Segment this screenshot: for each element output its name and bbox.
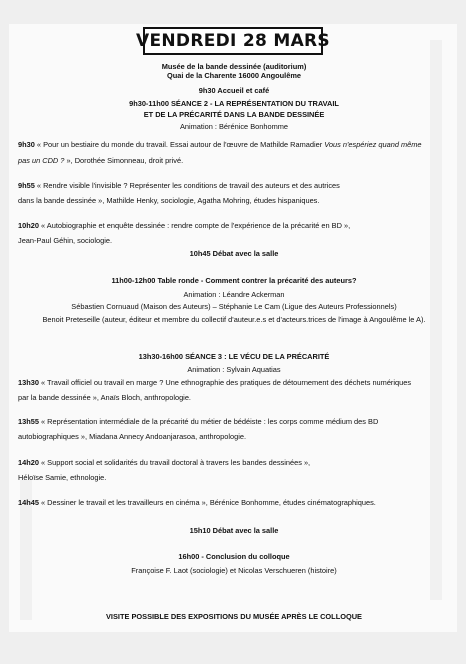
talk-text: « Pour un bestiaire du monde du travail. Essai autour de l'œuvre de Mathilde Ramadier	[34, 140, 325, 149]
talk-1445	[18, 498, 450, 509]
conclusion	[18, 552, 450, 576]
talk-line: par la bande dessinée », Anaïs Bloch, anthropologie.	[18, 392, 191, 402]
talk-1420	[18, 458, 450, 483]
conclusion-title: 16h00 - Conclusion du colloque	[178, 552, 290, 561]
debate-text: 15h10 Débat avec la salle	[189, 526, 279, 535]
session-2-animation: Animation : Bérénice Bonhomme	[179, 122, 289, 132]
talk-time: 14h45	[18, 498, 39, 507]
debate-1510	[18, 526, 450, 537]
talk-time: 14h20	[18, 458, 39, 467]
talk-text: « Travail officiel ou travail en marge ? Une ethnographie des pratiques de détournement des déchets numériques	[38, 378, 412, 387]
talk-text: « Représentation intermédiale de la précarité du métier de bédéiste : les corps comme médium des BD	[38, 417, 379, 426]
talk-line	[18, 458, 450, 469]
venue-line-2: Quai de la Charente 16000 Angoulême	[166, 70, 302, 80]
roundtable-title: 11h00-12h00 Table ronde - Comment contrer la précarité des auteurs?	[111, 276, 357, 285]
session-3-animation: Animation : Sylvain Aquatias	[187, 364, 281, 374]
talk-text: « Autobiographie et enquête dessinée : rendre compte de l'expérience de la précarité en BD »,	[38, 221, 351, 230]
venue-line-1: Musée de la bande dessinée (auditorium)	[161, 62, 307, 71]
session-2-header	[18, 99, 450, 133]
roundtable	[18, 276, 450, 325]
roundtable-panel-2: Benoit Preteseille (auteur, éditeur et membre du collectif d'auteur.e.s et d'acteurs.trices de l'image à Angoulême le A).	[42, 314, 426, 324]
talk-1355	[18, 417, 450, 442]
talk-text: « Rendre visible l'invisible ? Représenter les conditions de travail des auteurs et des autrices	[34, 181, 340, 190]
session-2-title-1: 9h30-11h00 SÉANCE 2 - LA REPRÉSENTATION DU TRAVAIL	[129, 99, 339, 108]
talk-time: 13h55	[18, 417, 39, 426]
talk-line	[18, 140, 450, 151]
welcome	[18, 86, 450, 97]
talk-text: », Dorothée Simonneau, droit privé.	[64, 155, 184, 165]
session-2-title-2: ET DE LA PRÉCARITÉ DANS LA BANDE DESSINÉE	[143, 109, 325, 119]
talk-time: 9h55	[18, 181, 35, 190]
venue-block	[18, 62, 450, 81]
talk-time: 13h30	[18, 378, 39, 387]
footer-text: VISITE POSSIBLE DES EXPOSITIONS DU MUSÉE APRÈS LE COLLOQUE	[106, 612, 362, 621]
debate-1045	[18, 249, 450, 260]
talk-time: 10h20	[18, 221, 39, 230]
talk-line	[18, 417, 450, 428]
talk-time: 9h30	[18, 140, 35, 149]
roundtable-panel-1: Sébastien Cornuaud (Maison des Auteurs) – Stéphanie Le Cam (Ligue des Auteurs Professionnels)	[71, 302, 397, 312]
talk-1330	[18, 378, 450, 403]
page-title: VENDREDI 28 MARS	[136, 31, 330, 51]
session-3-header	[18, 352, 450, 375]
talk-1020	[18, 221, 450, 246]
session-3-title: 13h30-16h00 SÉANCE 3 : LE VÉCU DE LA PRÉCARITÉ	[138, 352, 330, 361]
talk-line: dans la bande dessinée », Mathilde Henky, sociologie, Agatha Mohring, études hispaniques.	[18, 195, 320, 205]
page-title-box	[136, 27, 330, 55]
talk-italic: Vous n'espériez quand même	[324, 140, 422, 149]
talk-0930	[18, 140, 450, 166]
conclusion-speakers: Françoise F. Laot (sociologie) et Nicolas Verschueren (histoire)	[131, 565, 337, 575]
talk-text: « Support social et solidarités du travail doctoral à travers les bandes dessinées »,	[38, 458, 311, 467]
roundtable-animation: Animation : Léandre Ackerman	[183, 289, 285, 299]
talk-line	[18, 221, 450, 232]
talk-line	[18, 498, 450, 509]
talk-line: Héloïse Samie, ethnologie.	[18, 472, 107, 482]
talk-line	[18, 181, 450, 192]
talk-line: autobiographiques », Miadana Annecy Andoanjarasoa, anthropologie.	[18, 431, 247, 441]
welcome-text: 9h30 Accueil et café	[198, 86, 270, 95]
talk-0955	[18, 181, 450, 206]
talk-italic: pas un CDD ?	[18, 155, 65, 165]
talk-line	[18, 378, 450, 389]
talk-line	[18, 156, 450, 167]
footer-note	[18, 612, 450, 623]
talk-text: « Dessiner le travail et les travailleurs en cinéma », Bérénice Bonhomme, études cinématographiques.	[38, 498, 376, 507]
talk-line: Jean-Paul Géhin, sociologie.	[18, 235, 113, 245]
debate-text: 10h45 Débat avec la salle	[189, 249, 279, 258]
